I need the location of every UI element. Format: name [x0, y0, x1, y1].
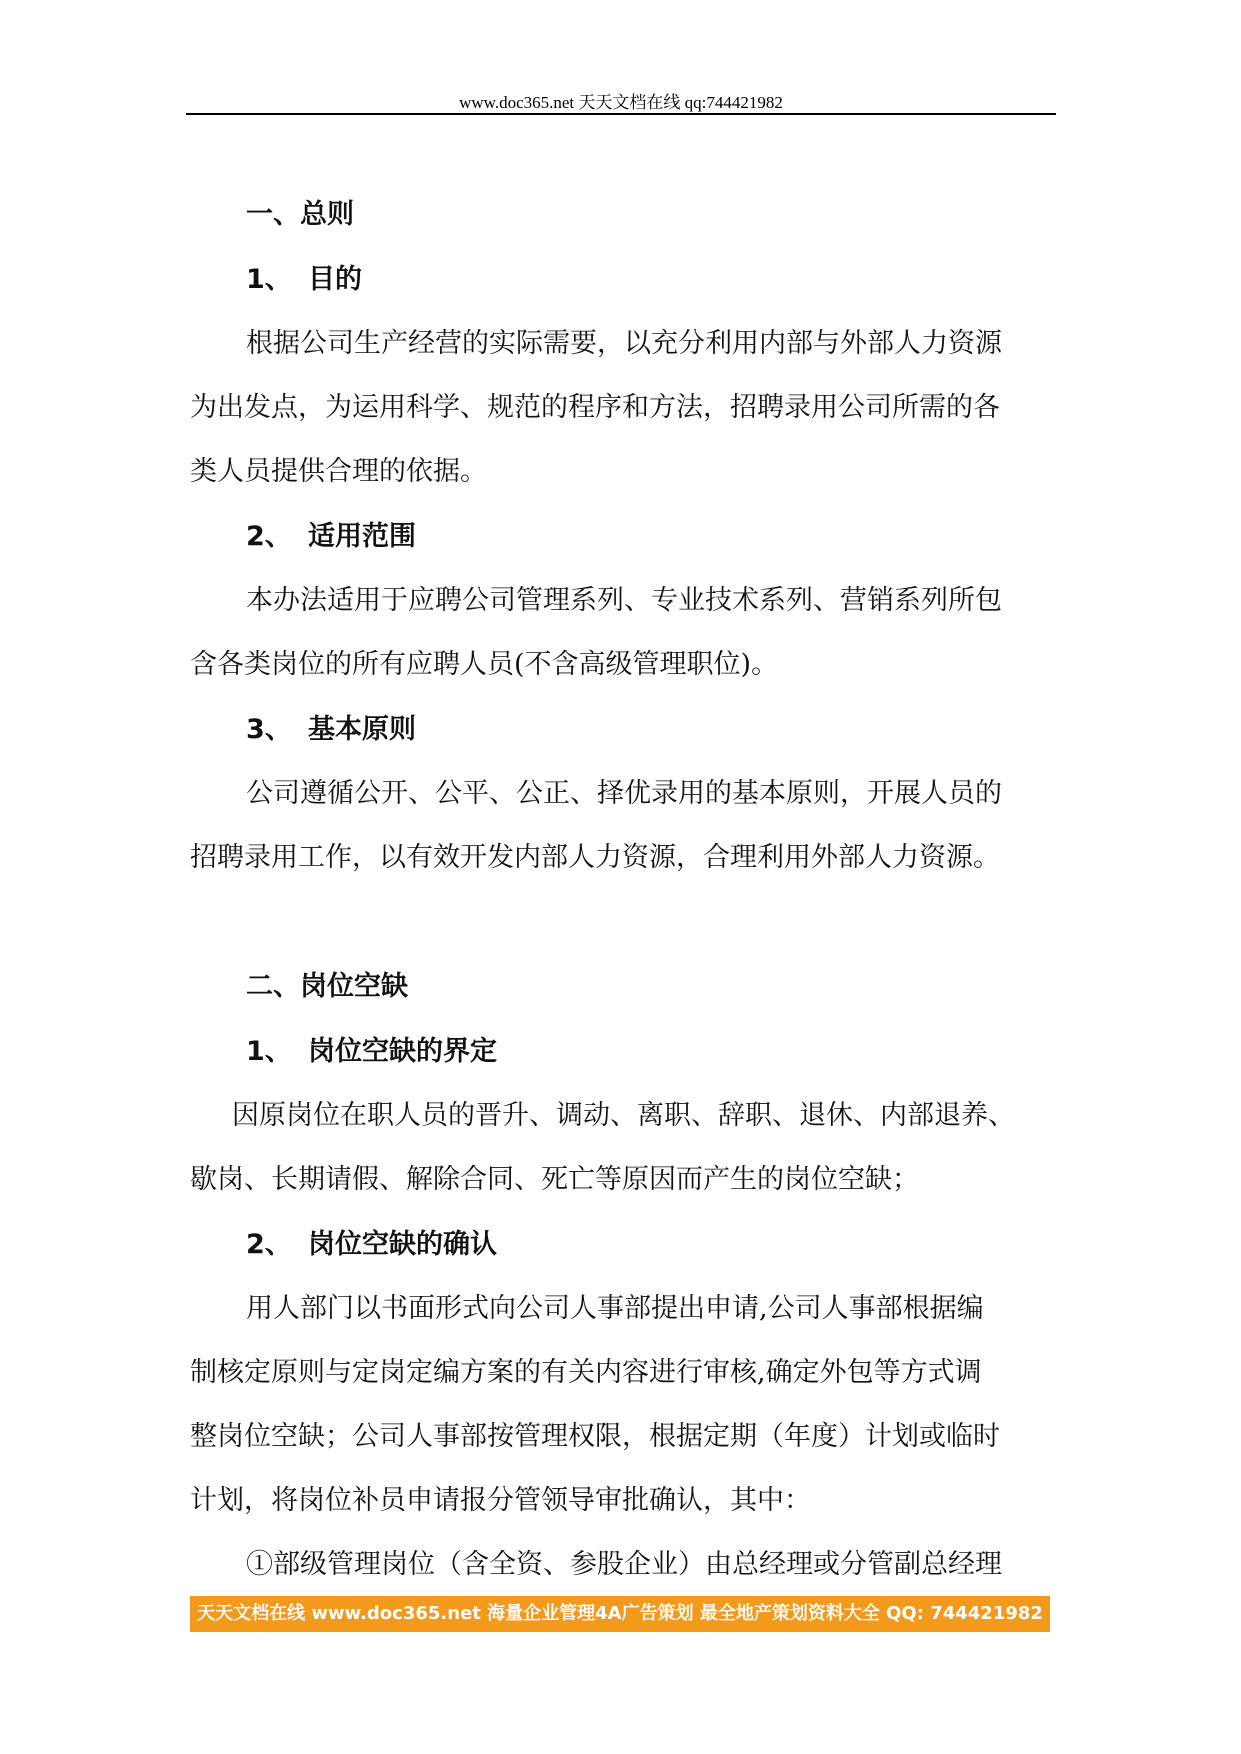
header-rule: [186, 113, 1056, 115]
paragraph-line: 为出发点，为运用科学、规范的程序和方法，招聘录用公司所需的各: [190, 392, 1000, 423]
paragraph-line: 计划，将岗位补员申请报分管领导审批确认，其中：: [190, 1485, 811, 1516]
item-number: 1、: [246, 1036, 292, 1067]
paragraph-line: 因原岗位在职人员的晋升、调动、离职、辞职、退休、内部退养、: [232, 1100, 1015, 1131]
item-2-2-heading: [246, 1228, 497, 1262]
paragraph-line: 本办法适用于应聘公司管理系列、专业技术系列、营销系列所包: [246, 585, 1002, 616]
item-number: 1、: [246, 264, 292, 295]
page-header: www.doc365.net 天天文档在线 qq:744421982: [459, 93, 783, 112]
paragraph-line: 含各类岗位的所有应聘人员(不含高级管理职位)。: [190, 649, 779, 680]
paragraph-line: 歇岗、长期请假、解除合同、死亡等原因而产生的岗位空缺；: [190, 1164, 919, 1195]
section-2-title: 二、岗位空缺: [246, 971, 408, 1002]
item-title: 岗位空缺的确认: [308, 1229, 497, 1260]
item-number: 3、: [246, 714, 292, 745]
item-2-1-heading: [246, 1035, 497, 1069]
item-title: 适用范围: [308, 521, 416, 552]
footer-banner: 天天文档在线 www.doc365.net 海量企业管理4A广告策划 最全地产策划资料大全 QQ: 744421982: [190, 1596, 1050, 1632]
paragraph-line: 用人部门以书面形式向公司人事部提出申请,公司人事部根据编: [246, 1293, 984, 1324]
item-1-3-heading: [246, 713, 416, 747]
item-title: 基本原则: [308, 714, 416, 745]
item-title: 岗位空缺的界定: [308, 1036, 497, 1067]
paragraph-line: 类人员提供合理的依据。: [190, 456, 487, 487]
paragraph-line: 整岗位空缺；公司人事部按管理权限，根据定期（年度）计划或临时: [190, 1421, 1000, 1452]
item-number: 2、: [246, 521, 292, 552]
paragraph-line: 招聘录用工作，以有效开发内部人力资源，合理利用外部人力资源。: [190, 842, 1000, 873]
item-title: 目的: [308, 264, 362, 295]
paragraph-line: ①部级管理岗位（含全资、参股企业）由总经理或分管副总经理: [246, 1549, 1002, 1580]
paragraph-line: 根据公司生产经营的实际需要，以充分利用内部与外部人力资源: [246, 328, 1002, 359]
paragraph-line: 制核定原则与定岗定编方案的有关内容进行审核,确定外包等方式调: [190, 1357, 982, 1388]
item-number: 2、: [246, 1229, 292, 1260]
paragraph-line: 公司遵循公开、公平、公正、择优录用的基本原则，开展人员的: [246, 778, 1002, 809]
item-1-2-heading: [246, 520, 416, 554]
section-1-title: 一、总则: [246, 199, 354, 230]
item-1-1-heading: [246, 263, 362, 297]
